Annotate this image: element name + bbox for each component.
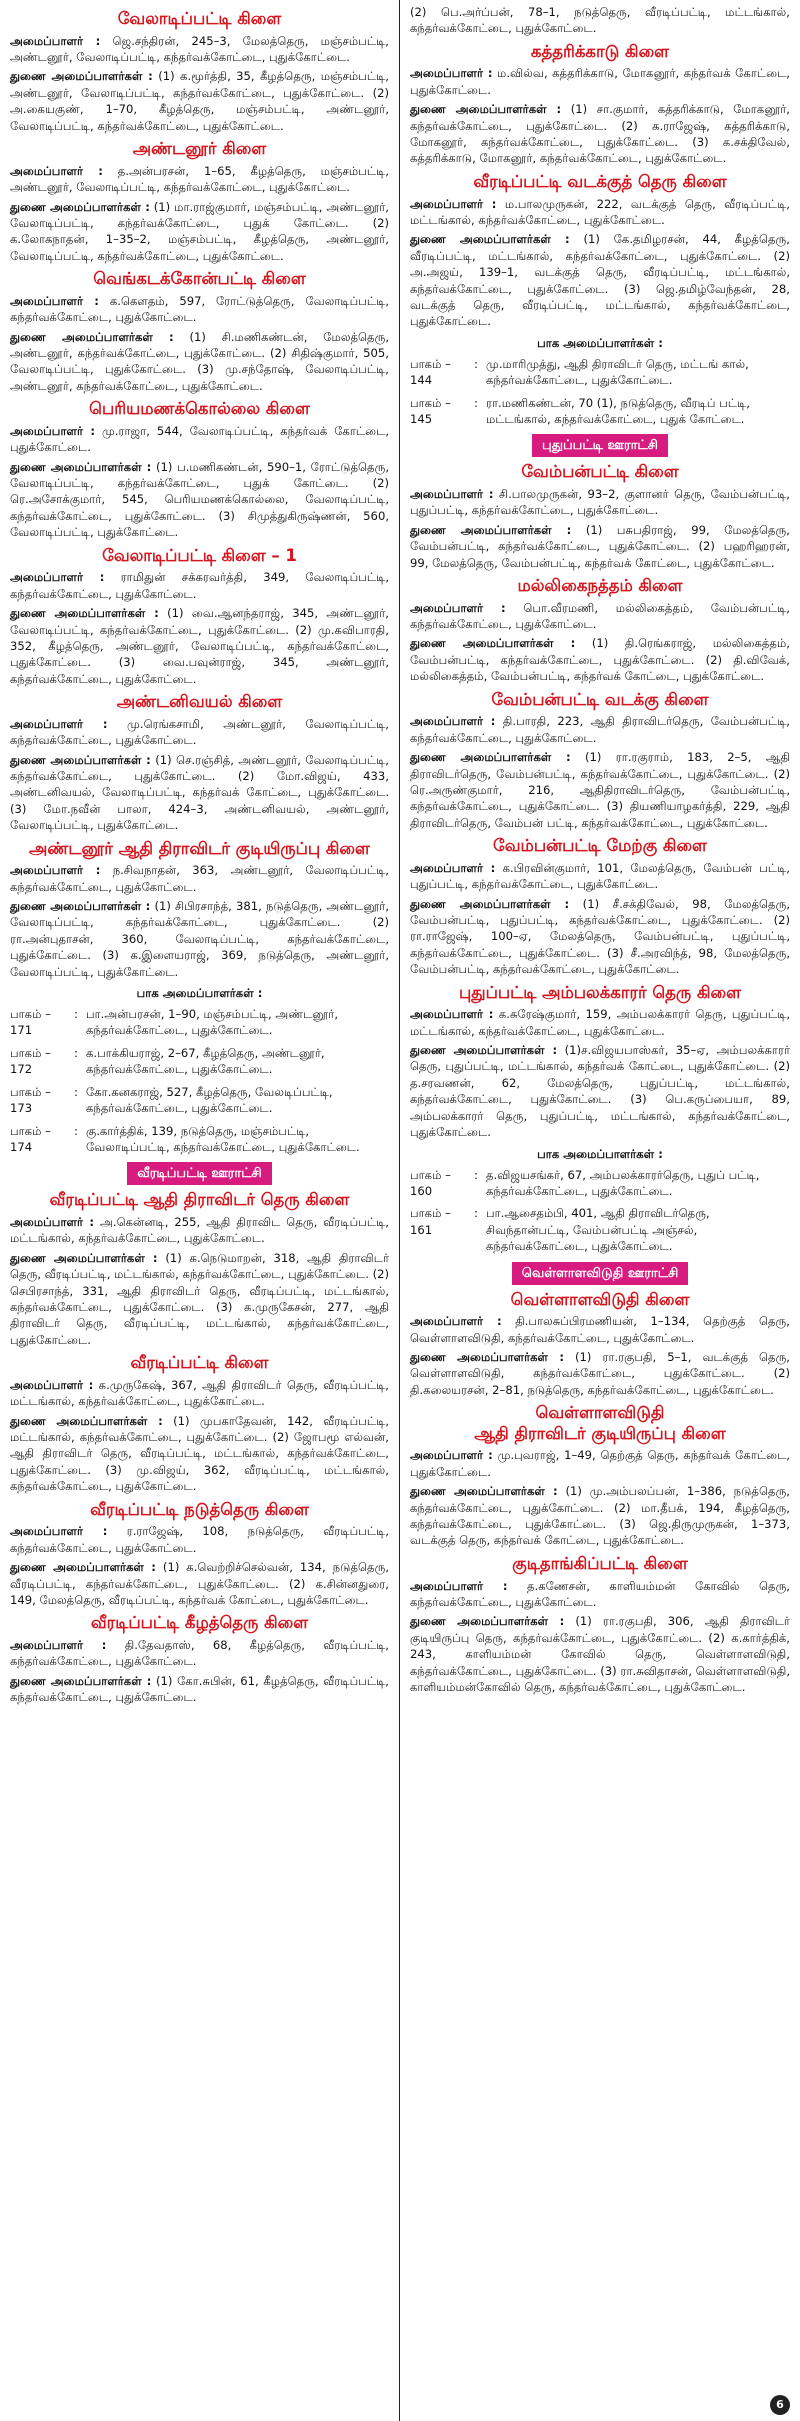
deputy-entry	[10, 1413, 389, 1495]
deputy-label: துணை அமைப்பாளர்கள் :	[410, 1043, 558, 1058]
section-title	[410, 1403, 790, 1444]
deputy-text: (1) ரா.ரகுராம், 183, 2–5, ஆதி திராவிடர்தெரு, வேம்பன்பட்டி, கந்தர்வக்கோட்டை, புதுக்கோட்டை. (2) ரெ.அருண்குமார், 216, ஆதிதிராவிடர்தெரு, வேம்பன்பட்டி, கந்தர்வக்கோட்டை, புதுக்கோட்டை. (3) தியணியாழகர்த்தி, 229, ஆதி திராவிடர்தெரு, வேம்பன் பட்டி, கந்தர்வக்கோட்டை, புதுக்கோட்டை.	[410, 750, 790, 830]
section-title: வெள்ளாளவிடுதி கிளை	[510, 1289, 690, 1309]
organizer-label: அமைப்பாளர் :	[10, 716, 108, 731]
organizer-text: மு.புவராஜ், 1–49, தெற்குத் தெரு, கந்தர்வக் கோட்டை, புதுக்கோட்டை.	[410, 1448, 790, 1479]
deputy-entry	[10, 329, 389, 395]
booth-entry: பாகம் – 174 : கு.கார்த்திக், 139, நடுத்தெரு, மஞ்சம்பட்டி, வேலாடிப்பட்டி, கந்தர்வக்கோட்டை, புதுக்கோட்டை.	[10, 1123, 389, 1156]
organizer-text: தி.பாரதி, 223, ஆதி திராவிடர்தெரு, வேம்பன்பட்டி, கந்தர்வக்கோட்டை, புதுக்கோட்டை.	[410, 714, 790, 745]
section-title: குடிதாங்கிப்பட்டி கிளை	[512, 1553, 688, 1573]
deputy-entry	[10, 898, 389, 980]
booth-number: பாகம் – 173	[10, 1084, 51, 1116]
deputy-label: துணை அமைப்பாளர்கள் :	[10, 1250, 158, 1265]
deputy-entry	[410, 1042, 790, 1140]
deputy-entry	[10, 752, 389, 834]
organizer-entry	[10, 862, 389, 895]
organizer-entry	[10, 716, 389, 749]
deputy-label: துணை அமைப்பாளர்கள் :	[410, 896, 570, 911]
organizer-label: அமைப்பாளர் :	[410, 196, 497, 211]
organizer-text: மு.ராஜா, 544, வேலாடிப்பட்டி, கந்தர்வக் கோட்டை, புதுக்கோட்டை.	[10, 423, 390, 455]
booth-text: கு.கார்த்திக், 139, நடுத்தெரு, மஞ்சம்பட்டி, வேலாடிப்பட்டி, கந்தர்வக்கோட்டை, புதுக்கோட்டை.	[86, 1123, 360, 1154]
organizer-entry	[410, 1578, 790, 1611]
deputy-label: துணை அமைப்பாளர்கள் :	[10, 606, 159, 621]
organizer-entry	[410, 65, 790, 98]
deputy-label: துணை அமைப்பாளர்கள் :	[410, 636, 576, 651]
organizer-label: அமைப்பாளர் :	[410, 1448, 493, 1463]
deputy-entry	[10, 68, 389, 134]
section-title: வேம்பன்பட்டி மேற்கு கிளை	[493, 836, 707, 856]
deputy-text: (1) செ.ரஞ்சித், அண்டனூர், வேலாடிப்பட்டி, கந்தர்வக்கோட்டை, புதுக்கோட்டை. (2) மோ.விஜய், 433, அண்டனிவயல், வேலாடிப்பட்டி, கந்தர்வக் கோட்டை, புதுக்கோட்டை. (3) மோ.நவீன் பாலா, 424–3, அண்டனிவயல், அண்டனூர், வேலாடிப்பட்டி, புதுக்கோட்டை.	[10, 752, 389, 833]
section-title: வேலாடிப்பட்டி கிளை	[117, 9, 282, 28]
section-title: வெங்கடக்கோன்பட்டி கிளை	[93, 269, 306, 289]
continued-text: (2) பெ.அர்ப்பன், 78–1, நடுத்தெரு, வீரடிப்பட்டி, மட்டங்கால், கந்தர்வக்கோட்டை, புதுக்கோட்டை.	[410, 5, 790, 36]
booth-text: த.விஜயசங்கர், 67, அம்பலக்காரர்தெரு, புதுப் பட்டி, கந்தர்வக்கோட்டை, புதுக்கோட்டை.	[486, 1167, 760, 1198]
booth-text: ரா.மணிகண்டன், 70 (1), நடுத்தெரு, வீரடிப் பட்டி, மட்டங்கால், கந்தர்வக்கோட்டை, புதுக் கோட்டை.	[486, 395, 750, 426]
deputy-text: (1)ச.விஜயபாஸ்கர், 35–ஏ, அம்பலக்காரர் தெரு, புதுப்பட்டி, மட்டங்கால், கந்தர்வக் கோட்டை, புதுக்கோட்டை. (2) த.சரவணன், 62, மேலத்தெரு, புதுப்பட்டி, மட்டங்கால், கந்தர்வக்கோட்டை, புதுக்கோட்டை. (3) பெ.கருப்பையா, 89, அம்பலக்காரர் தெரு, புதுப்பட்டி, மட்டங்கால், கந்தர்வக்கோட்டை, புதுக்கோட்டை.	[410, 1043, 791, 1140]
organizer-text: தி.பாலசுப்பிரமணியன், 1–134, தெற்குத் தெரு, வெள்ளாளவிடுதி, கந்தர்வக்கோட்டை, புதுக்கோட்டை.	[410, 1314, 790, 1345]
organizer-entry	[10, 1523, 389, 1556]
organizer-entry	[410, 1006, 790, 1039]
deputy-text: (1) கோ.சுபின், 61, கீழத்தெரு, வீரடிப்பட்டி, கந்தர்வக்கோட்டை, புதுக்கோட்டை.	[10, 1673, 389, 1705]
organizer-entry	[410, 196, 790, 229]
organizer-label: அமைப்பாளர் :	[410, 487, 494, 501]
section-title: அண்டனூர் ஆதி திராவிடர் குடியிருப்பு கிளை	[29, 838, 370, 858]
booth-number: பாகம் – 172	[10, 1045, 51, 1077]
deputy-label: துணை அமைப்பாளர்கள் :	[410, 750, 571, 765]
deputy-text: (1) க.நெடுமாறன், 318, ஆதி திராவிடர் தெரு, வீரடிப்பட்டி, மட்டங்கால், கந்தர்வக்கோட்டை, புதுக்கோட்டை. (2) செபிரசாந்த், 331, ஆதி திராவிடர் தெரு, வீரடிப்பட்டி, மட்டங்கால், கந்தர்வக்கோட்டை, புதுக்கோட்டை. (3) க.முருகேசன், 277, ஆதி திராவிடர் தெரு, வீரடிப்பட்டி, மட்டங்கால், கந்தர்வக்கோட்டை, புதுக்கோட்டை.	[10, 1250, 390, 1347]
deputy-text: (1) ரா.ரகுபதி, 306, ஆதி திராவிடர் குடியிருப்பு தெரு, கந்தர்வக்கோட்டை, புதுக்கோட்டை. (2) க.கார்த்திக், 243, காளியம்மன் கோவில் தெரு, வெள்ளாளவிடுதி, கந்தர்வக்கோட்டை, புதுக்கோட்டை. (3) ரா.சுவிதாசன், வெள்ளாளவிடுதி, காளியம்மன்கோவில் தெரு, கந்தர்வக்கோட்டை, புதுக்கோட்டை.	[410, 1614, 790, 1694]
organizer-label: அமைப்பாளர் :	[10, 33, 101, 48]
deputy-label: துணை அமைப்பாளர்கள் :	[10, 1413, 163, 1428]
deputy-entry	[410, 1349, 790, 1398]
booth-text: கோ.கனகராஜ், 527, கீழத்தெரு, வேலடிப்பட்டி, கந்தர்வக்கோட்டை, புதுக்கோட்டை.	[86, 1084, 333, 1116]
organizer-entry	[10, 1377, 389, 1410]
organizer-text: ந.சிவநாதன், 363, அண்டனூர், வேலாடிப்பட்டி, கந்தர்வக்கோட்டை, புதுக்கோட்டை.	[10, 863, 389, 894]
panchayat-badge: வீரடிப்பட்டி ஊராட்சி	[127, 1162, 271, 1185]
booth-entry: பாகம் – 171 : பா.அன்பரசன், 1–90, மஞ்சம்பட்டி, அண்டனூர், கந்தர்வக்கோட்டை, புதுக்கோட்டை.	[10, 1006, 389, 1039]
organizer-entry	[10, 163, 389, 196]
organizer-text: க.சுரேஷ்குமார், 159, அம்பலக்காரர் தெரு, புதுப்பட்டி, மட்டங்கால், கந்தர்வக்கோட்டை, புதுக்கோட்டை.	[410, 1007, 791, 1038]
booth-entry: பாகம் – 172 : க.பாக்கியராஜ், 2–67, கீழத்தெரு, அண்டனூர், கந்தர்வக்கோட்டை, புதுக்கோட்டை.	[10, 1045, 389, 1078]
deputy-text: (1) மா.ராஜ்குமார், மஞ்சம்பட்டி, அண்டனூர், வேலாடிப்பட்டி, கந்தர்வக்கோட்டை, புதுக் கோட்டை. (2) க.லோகநாதன், 1–35–2, மஞ்சம்பட்டி, கீழத்தெரு, அண்டனூர், வேலாடிப்பட்டி, கந்தர்வக்கோட்டை, புதுக்கோட்டை.	[10, 199, 389, 263]
booth-text: பா.ஆசைதம்பி, 401, ஆதி திராவிடர்தெரு, சிவந்தான்பட்டி, வேம்பன்பட்டி அஞ்சல், கந்தர்வக்கோட்டை, புதுக்கோட்டை.	[486, 1206, 710, 1254]
organizer-entry	[410, 713, 790, 746]
booth-number: பாகம் – 144	[410, 356, 451, 388]
booth-entry: பாகம் – 173 : கோ.கனகராஜ், 527, கீழத்தெரு, வேலடிப்பட்டி, கந்தர்வக்கோட்டை, புதுக்கோட்டை.	[10, 1084, 389, 1117]
section-title-line: ஆதி திராவிடர் குடியிருப்பு கிளை	[474, 1423, 726, 1443]
panchayat-badge: புதுப்பட்டி ஊராட்சி	[532, 434, 668, 457]
organizer-text: த.அன்பரசன், 1–65, கீழத்தெரு, மஞ்சம்பட்டி, அண்டனூர், வேலாடிப்பட்டி, கந்தர்வக்கோட்டை, புதுக்கோட்டை.	[10, 163, 389, 195]
deputy-text: (1) சிபிரசாந்த், 381, நடுத்தெரு, அண்டனூர், வேலாடிப்பட்டி, கந்தர்வக்கோட்டை, புதுக்கோட்டை. (2) ரா.அன்புதாசன், 360, வேலாடிப்பட்டி, கந்தர்வக்கோட்டை, புதுக்கோட்டை. (3) க.இளையராஜ், 369, நடுத்தெரு, அண்டனூர், வேலாடிப்பட்டி, புதுக்கோட்டை.	[10, 899, 390, 979]
section-title: வீரடிப்பட்டி வடக்குத் தெரு கிளை	[473, 171, 727, 191]
section-title: கத்தரிக்காடு கிளை	[530, 41, 670, 61]
deputy-entry	[410, 231, 790, 329]
organizer-text: க.பிரவின்குமார், 101, மேலத்தெரு, வேம்பன் பட்டி, புதுப்பட்டி, கந்தர்வக்கோட்டை, புதுக்கோட்டை.	[410, 860, 790, 892]
deputy-entry	[410, 101, 790, 167]
deputy-text: (1) க.மூர்த்தி, 35, கீழத்தெரு, மஞ்சம்பட்டி, அண்டனூர், வேலாடிப்பட்டி, கந்தர்வக்கோட்டை, புதுக்கோட்டை. (2) அ.கையகுண், 1–70, கீழத்தெரு, மஞ்சம்பட்டி, அண்டனூர், வேலாடிப்பட்டி, கந்தர்வக்கோட்டை, புதுக்கோட்டை.	[10, 69, 389, 133]
booth-number: பாகம் – 145	[410, 395, 451, 426]
organizer-entry	[10, 423, 389, 456]
organizer-label: அமைப்பாளர் :	[10, 1524, 108, 1539]
organizer-label: அமைப்பாளர் :	[10, 1377, 94, 1392]
deputy-entry	[410, 896, 790, 978]
organizer-entry	[410, 486, 790, 519]
organizer-entry	[410, 600, 790, 633]
deputy-label: துணை அமைப்பாளர்கள் :	[10, 899, 151, 914]
panchayat-badge: வெள்ளாளவிடுதி ஊராட்சி	[512, 1262, 689, 1285]
deputy-entry	[10, 1559, 389, 1608]
deputy-text: (1) வை.ஆனந்தராஜ், 345, அண்டனூர், வேலாடிப்பட்டி, கந்தர்வக்கோட்டை, புதுக்கோட்டை. (2) மு.கவிபாரதி, 352, கீழத்தெரு, அண்டனூர், வேலாடிப்பட்டி, கந்தர்வக்கோட்டை, புதுக்கோட்டை. (3) வை.பவுன்ராஜ், 345, அண்டனூர், கந்தர்வக்கோட்டை, புதுக்கோட்டை.	[10, 606, 389, 686]
organizer-text: பொ.வீரமணி, மல்லிகைத்தம், வேம்பன்பட்டி, கந்தர்வக்கோட்டை, புதுக்கோட்டை.	[410, 600, 790, 632]
deputy-label: துணை அமைப்பாளர்கள் :	[410, 1484, 558, 1499]
organizer-text: ஜெ.சந்திரன், 245–3, மேலத்தெரு, மஞ்சம்பட்டி, அண்டனூர், வேலாடிப்பட்டி, கந்தர்வக்கோட்டை, புதுக்கோட்டை.	[10, 33, 389, 65]
deputy-label: துணை அமைப்பாளர்கள் :	[10, 752, 151, 767]
section-title: வீரடிப்பட்டி ஆதி திராவிடர் தெரு கிளை	[49, 1190, 350, 1210]
organizer-text: க.முருகேஷ், 367, ஆதி திராவிடர் தெரு, வீரடிப்பட்டி, மட்டங்கால், கந்தர்வக்கோட்டை, புதுக்கோட்டை.	[10, 1377, 389, 1409]
section-title: பெரியமணக்கொல்லை கிளை	[89, 399, 310, 419]
organizer-label: அமைப்பாளர் :	[410, 66, 493, 81]
deputy-text: (1) சீ.சக்திவேல், 98, மேலத்தெரு, வேம்பன்பட்டி, புதுப்பட்டி, கந்தர்வக்கோட்டை, புதுக்கோட்டை. (2) ரா.ராஜேஷ், 100–ஏ, மேலத்தெரு, வேம்பன்பட்டி, புதுப்பட்டி, கந்தர்வக்கோட்டை, புதுக்கோட்டை. (3) சீ.அரவிந்த், 98, மேலத்தெரு, வேம்பன்பட்டி, கந்தர்வக்கோட்டை, புதுக்கோட்டை.	[410, 896, 790, 977]
deputy-entry	[10, 459, 389, 541]
booth-entry: பாகம் – 160 : த.விஜயசங்கர், 67, அம்பலக்காரர்தெரு, புதுப் பட்டி, கந்தர்வக்கோட்டை, புதுக்கோட்டை.	[410, 1167, 790, 1200]
organizer-text: மு.ரெங்கசாமி, அண்டனூர், வேலாடிப்பட்டி, கந்தர்வக்கோட்டை, புதுக்கோட்டை.	[10, 716, 389, 748]
organizer-entry	[410, 1313, 790, 1346]
organizer-text: ர.ராஜேஷ், 108, நடுத்தெரு, வீரடிப்பட்டி, கந்தர்வக்கோட்டை, புதுக்கோட்டை.	[10, 1524, 389, 1555]
deputy-text: (1) முபகாதேவன், 142, வீரடிப்பட்டி, மட்டங்கால், கந்தர்வக்கோட்டை, புதுக்கோட்டை. (2) ஜோபமூ எல்வன், ஆதி திராவிடர் தெரு, வீரடிப்பட்டி, மட்டங்கால், கந்தர்வக்கோட்டை, புதுக்கோட்டை. (3) மு.விஜய், 362, வீரடிப்பட்டி, மட்டங்கால், கந்தர்வக்கோட்டை, புதுக்கோட்டை.	[10, 1413, 390, 1494]
section-title: அண்டனூர் கிளை	[132, 139, 267, 159]
booth-entry: பாகம் – 144 : மு.மாரிமுத்து, ஆதி திராவிடர் தெரு, மட்டங் கால், கந்தர்வக்கோட்டை, புதுக்கோட்டை.	[410, 356, 790, 389]
organizer-label: அமைப்பாளர் :	[410, 860, 496, 875]
organizer-entry	[10, 33, 389, 66]
deputy-entry	[410, 522, 790, 571]
section-title: புதுப்பட்டி அம்பலக்காரர் தெரு கிளை	[458, 982, 741, 1002]
organizer-label: அமைப்பாளர் :	[10, 163, 103, 178]
organizer-label: அமைப்பாளர் :	[10, 293, 99, 308]
deputy-label: துணை அமைப்பாளர்கள் :	[10, 459, 152, 474]
organizer-text: க.கௌதம், 597, ரோட்டுத்தெரு, வேலாடிப்பட்டி, கந்தர்வக்கோட்டை, புதுக்கோட்டை.	[10, 293, 389, 325]
deputy-label: துணை அமைப்பாளர்கள் :	[10, 1560, 156, 1575]
deputy-label: துணை அமைப்பாளர்கள் :	[10, 1673, 152, 1688]
page-number: 6	[770, 2395, 790, 2415]
organizer-label: அமைப்பாளர் :	[10, 1637, 107, 1652]
organizer-text: அ.கென்னடி, 255, ஆதி திராவிட தெரு, வீரடிப்பட்டி, மட்டங்கால், கந்தர்வக்கோட்டை, புதுக்கோட்டை.	[10, 1214, 389, 1246]
right-column	[400, 0, 800, 2421]
organizer-label: அமைப்பாளர் :	[410, 1007, 494, 1022]
deputy-entry	[410, 1483, 790, 1549]
deputy-text: (1) மு.அம்பலப்பன், 1–386, நடுத்தெரு, கந்தர்வக்கோட்டை, புதுக்கோட்டை. (2) மா.தீபக், 194, கீழத்தெரு, கந்தர்வக்கோட்டை, புதுக்கோட்டை. (3) ஜெ.திருமுருகன், 1–373, வடக்குத் தெரு, கந்தர்வக் கோட்டை, புதுக்கோட்டை.	[410, 1484, 790, 1548]
booth-text: மு.மாரிமுத்து, ஆதி திராவிடர் தெரு, மட்டங் கால், கந்தர்வக்கோட்டை, புதுக்கோட்டை.	[486, 356, 749, 388]
booth-text: பா.அன்பரசன், 1–90, மஞ்சம்பட்டி, அண்டனூர், கந்தர்வக்கோட்டை, புதுக்கோட்டை.	[86, 1007, 339, 1038]
deputy-label: துணை அமைப்பாளர்கள் :	[10, 69, 153, 84]
deputy-label: துணை அமைப்பாளர்கள் :	[410, 1349, 565, 1364]
deputy-label: துணை அமைப்பாளர்கள் :	[10, 199, 150, 214]
organizer-text: சி.பாலமுருகன், 93–2, குளானர் தெரு, வேம்பன்பட்டி, புதுப்பட்டி, கந்தர்வக்கோட்டை, புதுக்கோட்டை.	[410, 487, 790, 518]
organizer-label: அமைப்பாளர் :	[410, 1578, 508, 1593]
deputy-text: (1) சா.குமார், கத்தரிக்காடு, மோகனூர், கந்தர்வக்கோட்டை, புதுக்கோட்டை. (2) க.ராஜேஷ், கத்தரிக்காடு, மோகனூர், கந்தர்வக்கோட்டை, புதுக்கோட்டை. (3) க.சக்திவேல், கத்தரிக்காடு, மோகனூர், கந்தர்வக்கோட்டை, புதுக்கோட்டை.	[410, 102, 790, 166]
organizer-label: அமைப்பாளர் :	[10, 863, 101, 878]
organizer-entry	[410, 860, 790, 893]
section-title: வீரடிப்பட்டி நடுத்தெரு கிளை	[90, 1499, 309, 1519]
organizer-entry	[10, 293, 389, 326]
organizer-text: ராமிதுன் சக்கரவர்த்தி, 349, வேலாடிப்பட்டி, கந்தர்வக்கோட்டை, புதுக்கோட்டை.	[10, 570, 390, 601]
organizer-entry	[410, 1447, 790, 1480]
deputy-entry	[410, 635, 790, 684]
organizer-text: தி.தேவதாஸ், 68, கீழத்தெரு, வீரடிப்பட்டி, கந்தர்வக்கோட்டை, புதுக்கோட்டை.	[10, 1637, 389, 1669]
booth-heading: பாக அமைப்பாளர்கள் :	[537, 1146, 663, 1161]
organizer-entry	[10, 1214, 389, 1247]
section-title: வீரடிப்பட்டி கீழத்தெரு கிளை	[90, 1613, 309, 1633]
booth-number: பாகம் – 174	[10, 1123, 51, 1154]
organizer-text: த.கணேசன், காளியம்மன் கோவில் தெரு, கந்தர்வக்கோட்டை, புதுக்கோட்டை.	[410, 1578, 790, 1609]
section-title: வேம்பன்பட்டி வடக்கு கிளை	[491, 689, 709, 709]
deputy-text: (1) ப.மணிகண்டன், 590–1, ரோட்டுத்தெரு, வேலாடிப்பட்டி, கந்தர்வக்கோட்டை, புதுக் கோட்டை. (2) ரெ.அசோக்குமார், 545, பெரியமணக்கொல்லை, வேலாடிப்பட்டி, கந்தர்வக்கோட்டை, புதுக்கோட்டை. (3) சிமுத்துகிருஷ்ணன், 560, வேலாடிப்பட்டி, புதுக்கோட்டை.	[10, 459, 390, 540]
booth-entry: பாகம் – 145 : ரா.மணிகண்டன், 70 (1), நடுத்தெரு, வீரடிப் பட்டி, மட்டங்கால், கந்தர்வக்கோட்டை, புதுக் கோட்டை.	[410, 395, 790, 428]
section-title: வீரடிப்பட்டி கிளை	[130, 1353, 269, 1373]
deputy-label: துணை அமைப்பாளர்கள் :	[410, 1614, 565, 1629]
deputy-text: (1) கே.தமிழரசன், 44, கீழத்தெரு, வீரடிப்பட்டி, மட்டங்கால், கந்தர்வக்கோட்டை, புதுக்கோட்டை. (2) அ.அஜய், 139–1, வடக்குத் தெரு, வீரடிப்பட்டி, மட்டங்கால், கந்தர்வக்கோட்டை, புதுக்கோட்டை. (3) ஜெ.தமிழ்வேந்தன், 28, வடக்குத் தெரு, வீரடிப்பட்டி, மட்டங்கால், கந்தர்வக்கோட்டை, புதுக்கோட்டை.	[410, 232, 790, 329]
deputy-entry	[10, 199, 389, 265]
organizer-label: அமைப்பாளர் :	[10, 423, 95, 438]
section-title: அண்டனிவயல் கிளை	[116, 692, 283, 712]
booth-number: பாகம் – 161	[410, 1206, 451, 1237]
booth-number: பாகம் – 171	[10, 1007, 51, 1038]
deputy-entry	[410, 1613, 790, 1695]
deputy-text: (1) சி.மணிகண்டன், மேலத்தெரு, அண்டனூர், கந்தர்வக்கோட்டை, புதுக்கோட்டை. (2) சிதிஷ்குமார், 505, வேலாடிப்பட்டி, புதுக்கோட்டை. (3) மு.சந்தோஷ், வேலாடிப்பட்டி, அண்டனூர், கந்தர்வக்கோட்டை, புதுக்கோட்டை.	[10, 329, 390, 393]
section-title-line: வெள்ளாளவிடுதி	[535, 1403, 665, 1423]
deputy-label: துணை அமைப்பாளர்கள் :	[10, 329, 174, 344]
booth-number: பாகம் – 160	[410, 1167, 451, 1198]
section-title: வேலாடிப்பட்டி கிளை – 1	[102, 545, 297, 565]
organizer-label: அமைப்பாளர் :	[10, 1214, 94, 1229]
booth-entry: பாகம் – 161 : பா.ஆசைதம்பி, 401, ஆதி திராவிடர்தெரு, சிவந்தான்பட்டி, வேம்பன்பட்டி அஞ்சல், கந்தர்வக்கோட்டை, புதுக்கோட்டை.	[410, 1205, 790, 1254]
booth-text: க.பாக்கியராஜ், 2–67, கீழத்தெரு, அண்டனூர், கந்தர்வக்கோட்டை, புதுக்கோட்டை.	[86, 1045, 325, 1077]
deputy-entry	[10, 605, 389, 687]
organizer-label: அமைப்பாளர் :	[410, 1314, 502, 1329]
deputy-entry	[10, 1673, 389, 1706]
organizer-label: அமைப்பாளர் :	[10, 570, 105, 585]
organizer-label: அமைப்பாளர் :	[410, 714, 496, 729]
organizer-text: ம.பாலமுருகன், 222, வடக்குத் தெரு, வீரடிப்பட்டி, மட்டங்கால், கந்தர்வக்கோட்டை, புதுக்கோட்டை.	[410, 196, 790, 227]
deputy-entry	[410, 749, 790, 831]
booth-heading: பாக அமைப்பாளர்கள் :	[537, 335, 663, 350]
deputy-label: துணை அமைப்பாளர்கள் :	[410, 522, 572, 537]
organizer-label: அமைப்பாளர் :	[410, 600, 506, 615]
organizer-entry	[10, 1637, 389, 1670]
deputy-text: (1) க.வெற்றிச்செல்வன், 134, நடுத்தெரு, வீரடிப்பட்டி, கந்தர்வக்கோட்டை, புதுக்கோட்டை. (2) க.சின்னதுரை, 149, மேலத்தெரு, வீரடிப்பட்டி, கந்தர்வக் கோட்டை, புதுக்கோட்டை.	[10, 1560, 389, 1607]
section-title: வேம்பன்பட்டி கிளை	[521, 462, 679, 482]
deputy-label: துணை அமைப்பாளர்கள் :	[410, 102, 562, 117]
organizer-entry	[10, 569, 389, 602]
organizer-text: ம.வில்வ, கத்தரிக்காடு, மோகனூர், கந்தர்வக் கோட்டை, புதுக்கோட்டை.	[410, 66, 790, 97]
deputy-label: துணை அமைப்பாளர்கள் :	[410, 232, 570, 247]
deputy-text: (1) ரா.ரகுபதி, 5–1, வடக்குத் தெரு, வெள்ளாளவிடுதி, கந்தர்வக்கோட்டை, புதுக்கோட்டை. (2) தி.கலையரசன், 2–81, நடுத்தெரு, கந்தர்வக்கோட்டை, புதுக்கோட்டை.	[410, 1349, 790, 1397]
booth-heading: பாக அமைப்பாளர்கள் :	[136, 986, 263, 1001]
section-title: மல்லிகைநத்தம் கிளை	[517, 576, 683, 596]
deputy-text: (1) தி.ரெங்கராஜ், மல்லிகைத்தம், வேம்பன்பட்டி, கந்தர்வக்கோட்டை, புதுக்கோட்டை. (2) தி.விவேக், மல்லிகைத்தம், வேம்பன்பட்டி, கந்தர்வக் கோட்டை, புதுக்கோட்டை.	[410, 636, 790, 684]
deputy-entry	[10, 1250, 389, 1348]
deputy-text: (1) பசுபதிராஜ், 99, மேலத்தெரு, வேம்பன்பட்டி, கந்தர்வக்கோட்டை, புதுக்கோட்டை. (2) பஹரிஹரன், 99, மேலத்தெரு, வேம்பன்பட்டி, கந்தர்வக் கோட்டை, புதுக்கோட்டை.	[410, 522, 790, 570]
